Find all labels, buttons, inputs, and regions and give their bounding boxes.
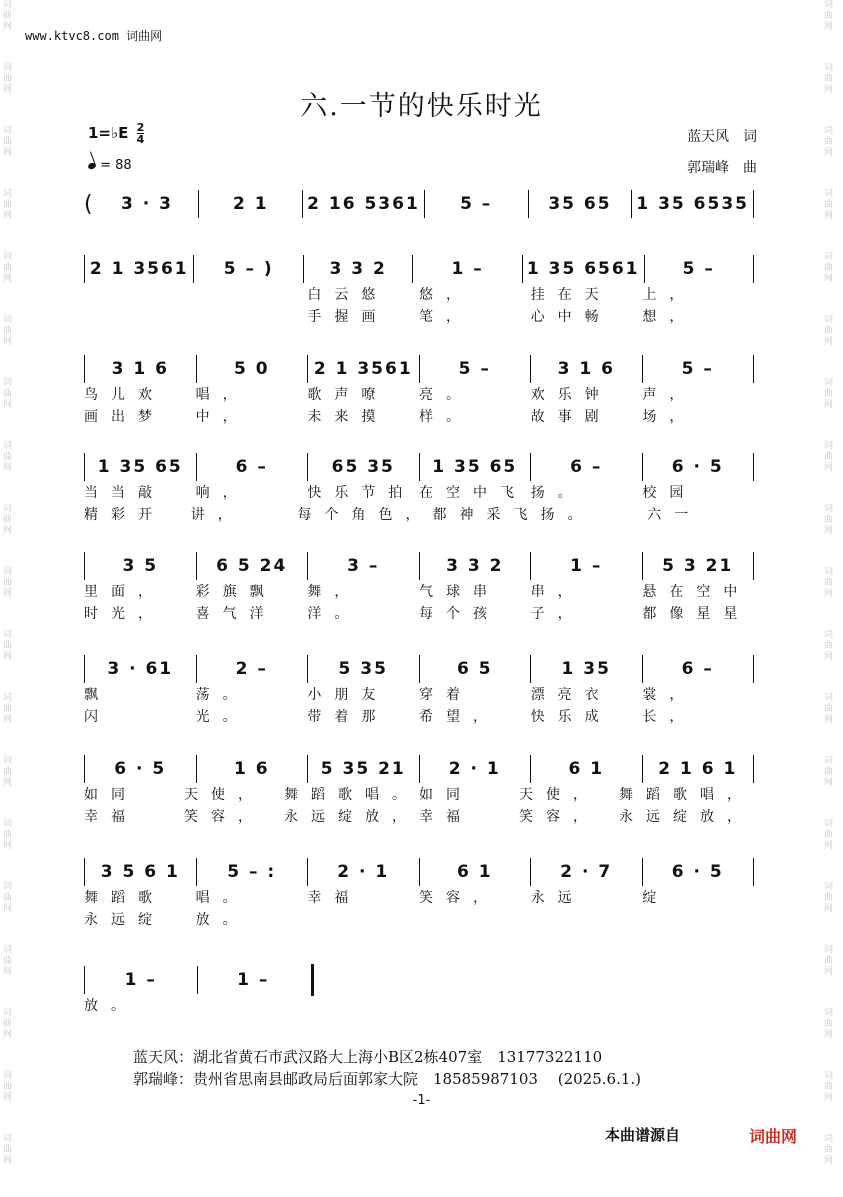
bar-line — [753, 655, 754, 683]
watermark-text: 词 曲 网 — [824, 504, 834, 536]
measure: 5 – — [681, 359, 714, 379]
measure: 6 1 — [568, 759, 605, 779]
measure: 1 – — [124, 970, 157, 990]
score-system — [84, 755, 754, 827]
watermark-text: 词 曲 网 — [3, 819, 13, 851]
measure: 5 35 21 — [320, 759, 406, 779]
lyric-segment: 白云悠 — [307, 287, 389, 303]
lyric-segment: 声， — [642, 387, 697, 403]
footer-line-1: 蓝天风：湖北省黄石市武汉路大上海小B区2栋407室 13177322110 — [133, 1048, 603, 1066]
measure: 3 3 2 — [446, 556, 504, 576]
measure: 2 1 6 1 — [658, 759, 738, 779]
score-system — [84, 655, 754, 727]
watermark-text: 词 曲 网 — [3, 693, 13, 725]
watermark-text: 词 曲 网 — [824, 315, 834, 347]
measure: 3 · 61 — [107, 659, 174, 679]
watermark-text: 词 曲 网 — [824, 693, 834, 725]
measure: 2 · 1 — [448, 759, 501, 779]
lyric-segment: 喜气洋 — [195, 606, 277, 622]
lyric-line-1 — [84, 683, 754, 705]
lyric-line-1 — [84, 283, 754, 305]
lyric-segment: 样。 — [419, 409, 474, 425]
bar-line — [753, 255, 754, 283]
watermark-text: 词 曲 网 — [824, 1008, 834, 1040]
lyric-segment: 场， — [642, 409, 697, 425]
lyric-line-1 — [84, 783, 754, 805]
lyric-segment: 挂在天 — [530, 287, 612, 303]
measure: 1 35 6561 — [526, 259, 640, 279]
score-system — [84, 355, 754, 427]
lyric-line-2 — [84, 503, 754, 525]
watermark-text: 词 曲 网 — [3, 567, 13, 599]
lyric-segment: 如同 — [84, 787, 138, 803]
bar-line — [753, 552, 754, 580]
lyricist-credit: 蓝天风 词 — [687, 129, 757, 145]
lyric-segment: 中， — [195, 409, 250, 425]
lyric-segment: 天使， — [184, 787, 265, 803]
site-url[interactable]: www.ktvc8.com 词曲网 — [25, 29, 163, 43]
measure: 6 · 5 — [671, 862, 724, 882]
lyric-segment: 响， — [195, 485, 250, 501]
lyric-segment: 光。 — [195, 709, 250, 725]
watermark-text: 词 曲 网 — [824, 756, 834, 788]
lyric-segment: 穿着 — [419, 687, 474, 703]
score-system — [84, 858, 754, 930]
lyric-line-2 — [84, 908, 754, 930]
lyric-segment: 舞蹈歌 — [84, 890, 165, 906]
staff-line — [84, 552, 754, 580]
lyric-segment: 永远绽 — [84, 912, 165, 928]
lyric-segment: 唱。 — [195, 890, 250, 906]
lyric-segment: 心中畅 — [530, 309, 612, 325]
watermark-text: 词 曲 网 — [824, 252, 834, 284]
lyric-segment: 绽 — [642, 890, 670, 906]
lyric-segment: 放。 — [84, 998, 138, 1014]
measure: 5 35 — [338, 659, 388, 679]
lyric-segment: 闪 — [84, 709, 111, 725]
measure: 2 1 3561 — [313, 359, 413, 379]
watermark-text: 词 曲 网 — [824, 882, 834, 914]
lyric-segment: 洋。 — [307, 606, 362, 622]
watermark-text: 词 曲 网 — [824, 1134, 834, 1166]
lyric-segment: 校园 — [642, 485, 697, 501]
measure: 3 – — [347, 556, 380, 576]
bar-line — [753, 355, 754, 383]
measure: 3 1 6 — [111, 359, 169, 379]
lyric-line-2 — [84, 1016, 314, 1038]
measure: 5 – ) — [223, 259, 274, 279]
measure: 2 16 5361 — [307, 194, 420, 214]
lyric-segment: 荡。 — [195, 687, 250, 703]
staff-line — [84, 966, 314, 994]
key-label: 1=♭E — [88, 124, 129, 142]
measure: 3 5 — [122, 556, 159, 576]
composer-credit: 郭瑞峰 曲 — [687, 160, 757, 176]
tempo-mark — [88, 158, 132, 173]
lyric-segment: 每个孩 — [419, 606, 501, 622]
measure: 5 – — [458, 359, 491, 379]
staff-line — [84, 453, 754, 481]
source-label: 本曲谱源自 — [605, 1126, 681, 1144]
measure: 2 1 — [232, 194, 269, 214]
lyric-line-1 — [84, 481, 754, 503]
measure: 6 – — [235, 457, 268, 477]
lyric-segment: 上， — [642, 287, 697, 303]
time-signature — [137, 122, 145, 145]
lyric-segment: 气球串 — [419, 584, 501, 600]
score-system — [84, 190, 754, 218]
lyric-segment: 六一 — [647, 507, 702, 523]
lyric-line-2 — [84, 705, 754, 727]
lyric-segment: 都神采飞 — [432, 507, 541, 523]
lyric-segment: 笑容， — [184, 809, 265, 825]
watermark-text: 词 曲 网 — [3, 0, 13, 32]
bar-line — [753, 190, 754, 218]
staff-line — [84, 355, 754, 383]
lyric-segment: 时光， — [84, 606, 165, 622]
measure: 2 · 7 — [560, 862, 613, 882]
staff-line — [84, 858, 754, 886]
measure: 5 3 21 — [662, 556, 734, 576]
lyric-line-1 — [84, 994, 314, 1016]
watermark-text: 词 曲 网 — [3, 189, 13, 221]
watermark-text: 词 曲 网 — [824, 945, 834, 977]
lyric-segment: 小朋友 — [307, 687, 389, 703]
measure: 5 0 — [233, 359, 270, 379]
lyric-segment: 扬。 — [530, 485, 585, 501]
lyric-segment: 带着那 — [307, 709, 389, 725]
lyric-segment: 在空中飞 — [419, 485, 528, 501]
watermark-text: 词 曲 网 — [824, 126, 834, 158]
lyric-segment: 彩旗飘 — [195, 584, 277, 600]
lyric-segment: 舞蹈歌唱。 — [284, 787, 419, 803]
lyric-segment: 子， — [530, 606, 585, 622]
lyric-segment: 想， — [642, 309, 697, 325]
lyric-segment: 画出梦 — [84, 409, 165, 425]
watermark-text: 词 曲 网 — [3, 945, 13, 977]
measure: 65 35 — [331, 457, 395, 477]
measure: 3 3 2 — [329, 259, 387, 279]
watermark-text: 词 曲 网 — [824, 441, 834, 473]
lyric-segment: 欢乐钟 — [530, 387, 612, 403]
score-system — [84, 255, 754, 327]
measure: 6 · 5 — [671, 457, 724, 477]
watermark-text: 词 曲 网 — [3, 1071, 13, 1103]
tempo-value: = 88 — [100, 158, 132, 173]
staff-line — [84, 190, 754, 218]
bar-line — [753, 858, 754, 886]
lyric-segment: 裳， — [642, 687, 697, 703]
watermark-text: 词 曲 网 — [3, 378, 13, 410]
lyric-segment: 希望， — [419, 709, 501, 725]
measure: 3 1 6 — [557, 359, 615, 379]
measure: 1 35 — [561, 659, 611, 679]
measure: 1 6 — [233, 759, 270, 779]
measure: 2 1 3561 — [89, 259, 189, 279]
watermark-text: 词 曲 网 — [3, 756, 13, 788]
watermark-text: 词 曲 网 — [3, 441, 13, 473]
lyric-segment: 笑容， — [419, 890, 501, 906]
lyric-segment: 扬。 — [540, 507, 595, 523]
staff-line — [84, 255, 754, 283]
measure: 1 35 6535 — [636, 194, 749, 214]
measure: 2 – — [235, 659, 268, 679]
lyric-segment: 都像星星 — [642, 606, 751, 622]
watermark-text: 词 曲 网 — [3, 126, 13, 158]
measure: 6 1 — [456, 862, 493, 882]
watermark-text: 词 曲 网 — [3, 1134, 13, 1166]
lyric-segment: 每个角色， — [297, 507, 433, 523]
key-signature — [88, 122, 144, 145]
measure: 6 5 — [456, 659, 493, 679]
lyric-segment: 舞蹈歌唱， — [619, 787, 754, 803]
measure: 5 – — [682, 259, 715, 279]
watermark-text: 词 曲 网 — [824, 63, 834, 95]
staff-line — [84, 755, 754, 783]
watermark-text: 词 曲 网 — [824, 0, 834, 32]
lyric-segment: 天使， — [519, 787, 600, 803]
measure: 1 – — [237, 970, 270, 990]
lyric-line-1 — [84, 383, 754, 405]
quarter-note-icon — [87, 162, 97, 170]
lyric-line-1 — [84, 580, 754, 602]
lyric-segment: 手握画 — [307, 309, 389, 325]
watermark-text: 词 曲 网 — [3, 882, 13, 914]
lyric-segment: 悬在空中 — [642, 584, 751, 600]
source-brand-link[interactable]: 词曲网 — [749, 1127, 798, 1146]
lyric-segment: 幸福 — [307, 890, 362, 906]
measure: 35 65 — [548, 194, 612, 214]
lyric-segment: 里面， — [84, 584, 165, 600]
score-system — [84, 552, 754, 624]
score-system — [84, 453, 754, 525]
lyric-segment: 讲， — [190, 507, 245, 523]
watermark-text: 词 曲 网 — [3, 63, 13, 95]
lyric-line-2 — [84, 602, 754, 624]
lyric-segment: 永远绽放， — [619, 809, 754, 825]
lyric-segment: 未来摸 — [307, 409, 389, 425]
watermark-text: 词 曲 网 — [824, 189, 834, 221]
watermark-left — [3, 0, 19, 1197]
watermark-right — [824, 0, 840, 1197]
watermark-text: 词 曲 网 — [3, 504, 13, 536]
lyric-segment: 快乐节拍 — [307, 485, 416, 501]
watermark-text: 词 曲 网 — [3, 315, 13, 347]
watermark-text: 词 曲 网 — [3, 1008, 13, 1040]
lyric-segment: 如同 — [419, 787, 473, 803]
lyric-segment: 唱， — [195, 387, 250, 403]
time-top: 2 — [136, 121, 145, 134]
lyric-line-1 — [84, 886, 754, 908]
staff-line — [84, 655, 754, 683]
lyric-segment: 幸福 — [84, 809, 138, 825]
measure: 5 – — [460, 194, 493, 214]
measure: 1 35 65 — [97, 457, 183, 477]
final-bar-line — [311, 964, 314, 996]
watermark-text: 词 曲 网 — [824, 819, 834, 851]
lyric-segment: 漂亮衣 — [530, 687, 612, 703]
measure: 2 · 1 — [337, 862, 390, 882]
watermark-text: 词 曲 网 — [824, 378, 834, 410]
repeat-paren: ( — [84, 191, 93, 217]
lyric-line-2 — [84, 405, 754, 427]
lyric-segment: 悠， — [419, 287, 474, 303]
watermark-text: 词 曲 网 — [3, 630, 13, 662]
lyric-segment: 快乐成 — [530, 709, 612, 725]
measure: 1 35 65 — [432, 457, 518, 477]
lyric-segment: 舞， — [307, 584, 362, 600]
measure: 6 · 5 — [114, 759, 167, 779]
measure: 5 – : — [227, 862, 277, 882]
footer-line-2: 郭瑞峰：贵州省思南县邮政局后面郭家大院 18585987103 (2025.6.1.) — [133, 1070, 642, 1088]
watermark-text: 词 曲 网 — [824, 567, 834, 599]
song-title: 六.一节的快乐时光 — [300, 91, 543, 122]
measure: 1 – — [451, 259, 484, 279]
lyric-segment: 飘 — [84, 687, 111, 703]
bar-line — [753, 755, 754, 783]
measure: 6 – — [570, 457, 603, 477]
lyric-segment: 笔， — [419, 309, 474, 325]
lyric-segment: 串， — [530, 584, 585, 600]
watermark-text: 词 曲 网 — [824, 1071, 834, 1103]
watermark-text: 词 曲 网 — [824, 630, 834, 662]
lyric-line-2 — [84, 305, 754, 327]
measure: 6 5 24 — [216, 556, 288, 576]
watermark-text: 词 曲 网 — [3, 252, 13, 284]
lyric-line-2 — [84, 805, 754, 827]
page-number: -1- — [412, 1093, 431, 1108]
lyric-segment: 亮。 — [419, 387, 474, 403]
lyric-segment: 当当敲 — [84, 485, 165, 501]
lyric-segment: 幸福 — [419, 809, 473, 825]
lyric-segment: 放。 — [195, 912, 250, 928]
measure: 3 5 6 1 — [100, 862, 180, 882]
lyric-segment: 歌声嘹 — [307, 387, 389, 403]
bar-line — [753, 453, 754, 481]
lyric-segment: 鸟儿欢 — [84, 387, 165, 403]
lyric-segment: 故事剧 — [530, 409, 612, 425]
lyric-segment: 笑容， — [519, 809, 600, 825]
measure: 6 – — [681, 659, 714, 679]
lyric-segment: 长， — [642, 709, 697, 725]
time-bottom: 4 — [136, 133, 145, 146]
lyric-segment: 永远绽放， — [284, 809, 419, 825]
measure: 1 – — [570, 556, 603, 576]
lyric-segment: 永远 — [530, 890, 585, 906]
score-system — [84, 966, 314, 1038]
lyric-segment: 精彩开 — [84, 507, 165, 523]
measure: 3 · 3 — [121, 194, 173, 214]
